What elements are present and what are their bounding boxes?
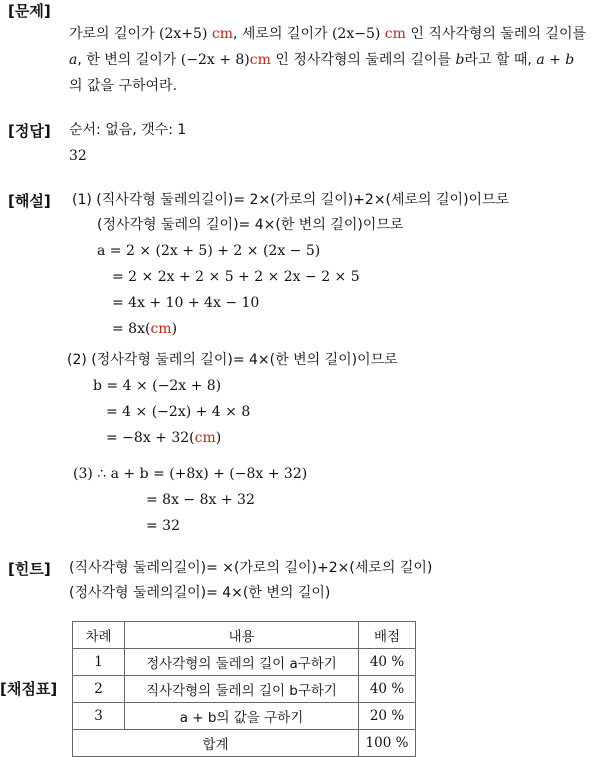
exp-2-eq-3: = −8x + 32(cm) (106, 430, 222, 446)
explanation-label: [해설] (8, 192, 51, 210)
rubric-row-score: 40 % (359, 676, 416, 703)
problem-line-2: a, 한 변의 길이가 (−2x + 8)cm 인 정사각형의 둘레의 길이를 b라고 할 때, a + b (69, 52, 575, 68)
hint-label: [힌트] (8, 560, 51, 578)
rubric-header-content: 내용 (125, 622, 359, 649)
problem-label: [문제] (8, 2, 51, 20)
rubric-row-content: 정사각형의 둘레의 길이 a구하기 (125, 649, 359, 676)
problem-line-3: 의 값을 구하여라. (69, 78, 178, 94)
hint-line-1: (직사각형 둘레의길이)= ×(가로의 길이)+2×(세로의 길이) (69, 560, 433, 576)
exp-1-eq-4: = 8x(cm) (112, 321, 178, 337)
exp-3-eq-3: = 32 (146, 518, 180, 534)
hint-line-2: (정사각형 둘레의길이)= 4×(한 변의 길이) (69, 585, 331, 601)
rubric-row-score: 40 % (359, 649, 416, 676)
problem-line-1: 가로의 길이가 (2x+5) cm, 세로의 길이가 (2x−5) cm 인 직사각형의 둘레의 길이를 (69, 26, 586, 42)
exp-1-eq-1: a = 2 × (2x + 5) + 2 × (2x − 5) (97, 243, 321, 259)
rubric-header-row (73, 622, 416, 649)
rubric-total-score: 100 % (359, 730, 416, 757)
answer-label: [정답] (8, 122, 51, 140)
rubric-row-score: 20 % (359, 703, 416, 730)
rubric-row-content: 직사각형의 둘레의 길이 b구하기 (125, 676, 359, 703)
rubric-row-no: 1 (73, 649, 125, 676)
exp-1-eq-2: = 2 × 2x + 2 × 5 + 2 × 2x − 2 × 5 (112, 269, 360, 285)
exp-2-eq-2: = 4 × (−2x) + 4 × 8 (106, 404, 251, 420)
rubric-row-no: 2 (73, 676, 125, 703)
exp-3-eq-2: = 8x − 8x + 32 (146, 492, 255, 508)
table-row (73, 703, 416, 730)
rubric-row-content: a + b의 값을 구하기 (125, 703, 359, 730)
answer-value: 32 (69, 148, 87, 164)
rubric-total-row (73, 730, 416, 757)
exp-1-line-2: (정사각형 둘레의 길이)= 4×(한 변의 길이)이므로 (97, 217, 404, 233)
exp-2-line-1: (2) (정사각형 둘레의 길이)= 4×(한 변의 길이)이므로 (67, 352, 398, 368)
table-row (73, 649, 416, 676)
exp-3-eq-1: (3) ∴ a + b = (+8x) + (−8x + 32) (73, 466, 308, 482)
answer-meta: 순서: 없음, 갯수: 1 (69, 122, 187, 138)
rubric-header-score: 배점 (359, 622, 416, 649)
exp-1-eq-3: = 4x + 10 + 4x − 10 (112, 295, 260, 311)
rubric-table (72, 621, 416, 757)
rubric-total-label: 합계 (73, 730, 359, 757)
exp-1-line-1: (1) (직사각형 둘레의길이)= 2×(가로의 길이)+2×(세로의 길이)이므로 (72, 192, 510, 208)
rubric-row-no: 3 (73, 703, 125, 730)
table-row (73, 676, 416, 703)
rubric-header-no: 차례 (73, 622, 125, 649)
rubric-label: [채점표] (0, 680, 58, 698)
exp-2-eq-1: b = 4 × (−2x + 8) (93, 378, 222, 394)
